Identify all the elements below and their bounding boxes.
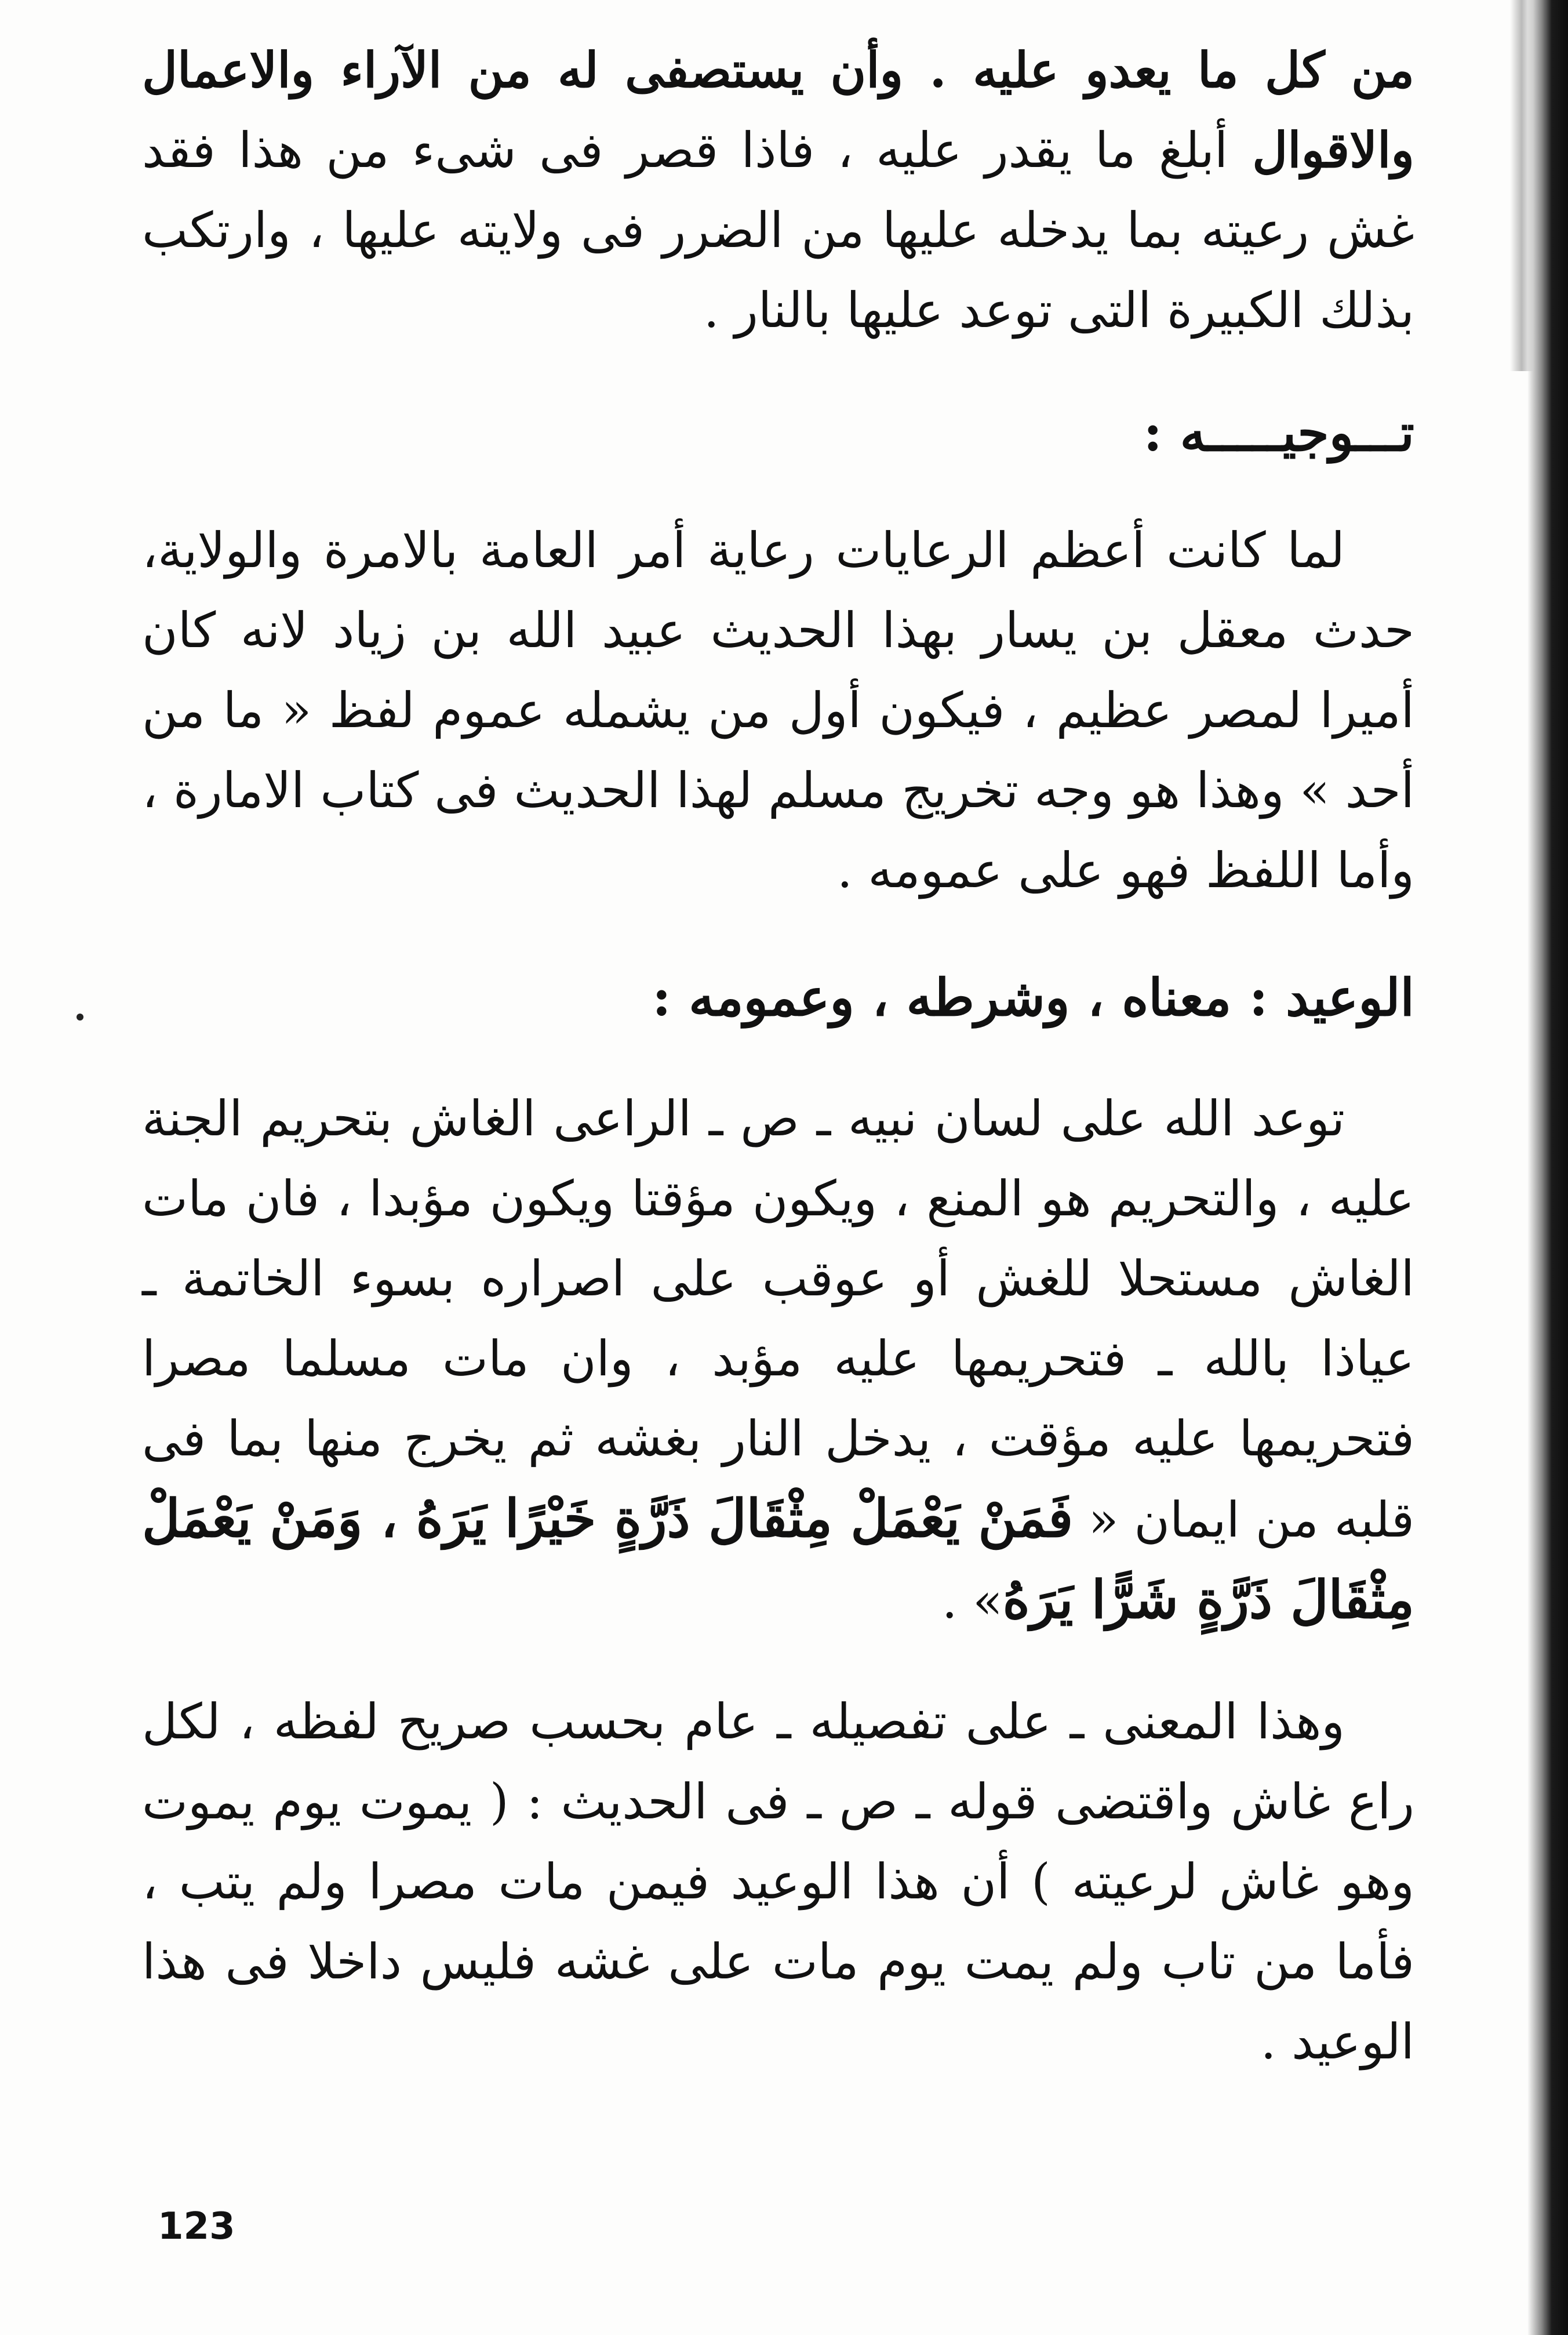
quran-close: » . (941, 1573, 1003, 1629)
paragraph-tawjih: لما كانت أعظم الرعايات رعاية أمر العامة بالامرة والولاية، حدث معقل بن يسار بهذا الحديث عبيد الله بن زياد لانه كان أميرا لمصر عظيم ، فيكون أول من يشمله عموم لفظ « ما من أحد » وهذا هو وجه تخريج مسلم لهذا الحديث فى كتاب الامارة ، وأما اللفظ فهو على عمومه . (142, 522, 1414, 899)
page-number: 123 (158, 2205, 235, 2248)
paragraph-waid-text: توعد الله على لسان نبيه ـ ص ـ الراعى الغاش بتحريم الجنة عليه ، والتحريم هو المنع ، ويكون مؤقتا ويكون مؤبدا ، فان مات الغاش مستحلا للغش أو عوقب على اصراره بسوء الخاتمة ـ عياذا بالله ـ فتحريمها عليه مؤبد ، وان مات مسلما مصرا فتحريمها عليه مؤقت ، يدخل النار بغشه ثم يخرج منها بما فى قلبه من ايمان « (142, 1090, 1414, 1548)
scan-binding-shadow (1527, 0, 1568, 2335)
paragraph-intro-bold: من كل ما يعدو عليه . وأن يستصفى له من الآراء والاعمال والاقوال (142, 41, 1414, 179)
paragraph-intro-rest: أبلغ ما يقدر عليه ، فاذا قصر فى شىء من هذا فقد غش رعيته بما يدخله عليها من الضرر فى ولايته عليها ، وارتكب بذلك الكبيرة التى توعد عليها بالنار . (142, 122, 1414, 339)
scan-edge-artifact (1510, 0, 1533, 371)
scan-speck (77, 1014, 83, 1021)
heading-waid: الوعيد : معناه ، وشرطه ، وعمومه : (652, 967, 1414, 1027)
paragraph-meaning: وهذا المعنى ـ على تفصيله ـ عام بحسب صريح لفظه ، لكل راع غاش واقتضى قوله ـ ص ـ فى الحديث : ( يموت يوم يموت وهو غاش لرعيته ) أن هذا الوعيد فيمن مات مصرا ولم يتب ، فأما من تاب ولم يمت يوم مات على غشه فليس داخلا فى هذا الوعيد . (142, 1693, 1414, 2070)
quran-verse: فَمَنْ يَعْمَلْ مِثْقَالَ ذَرَّةٍ خَيْرًا يَرَهُ ، وَمَنْ يَعْمَلْ مِثْقَالَ ذَرَّةٍ شَرًّا يَرَهُ (142, 1488, 1414, 1630)
paragraph-intro (142, 30, 1414, 350)
heading-tawjih: تـــوجيـــــه : (1143, 402, 1414, 463)
paragraph-waid (142, 1078, 1414, 1641)
